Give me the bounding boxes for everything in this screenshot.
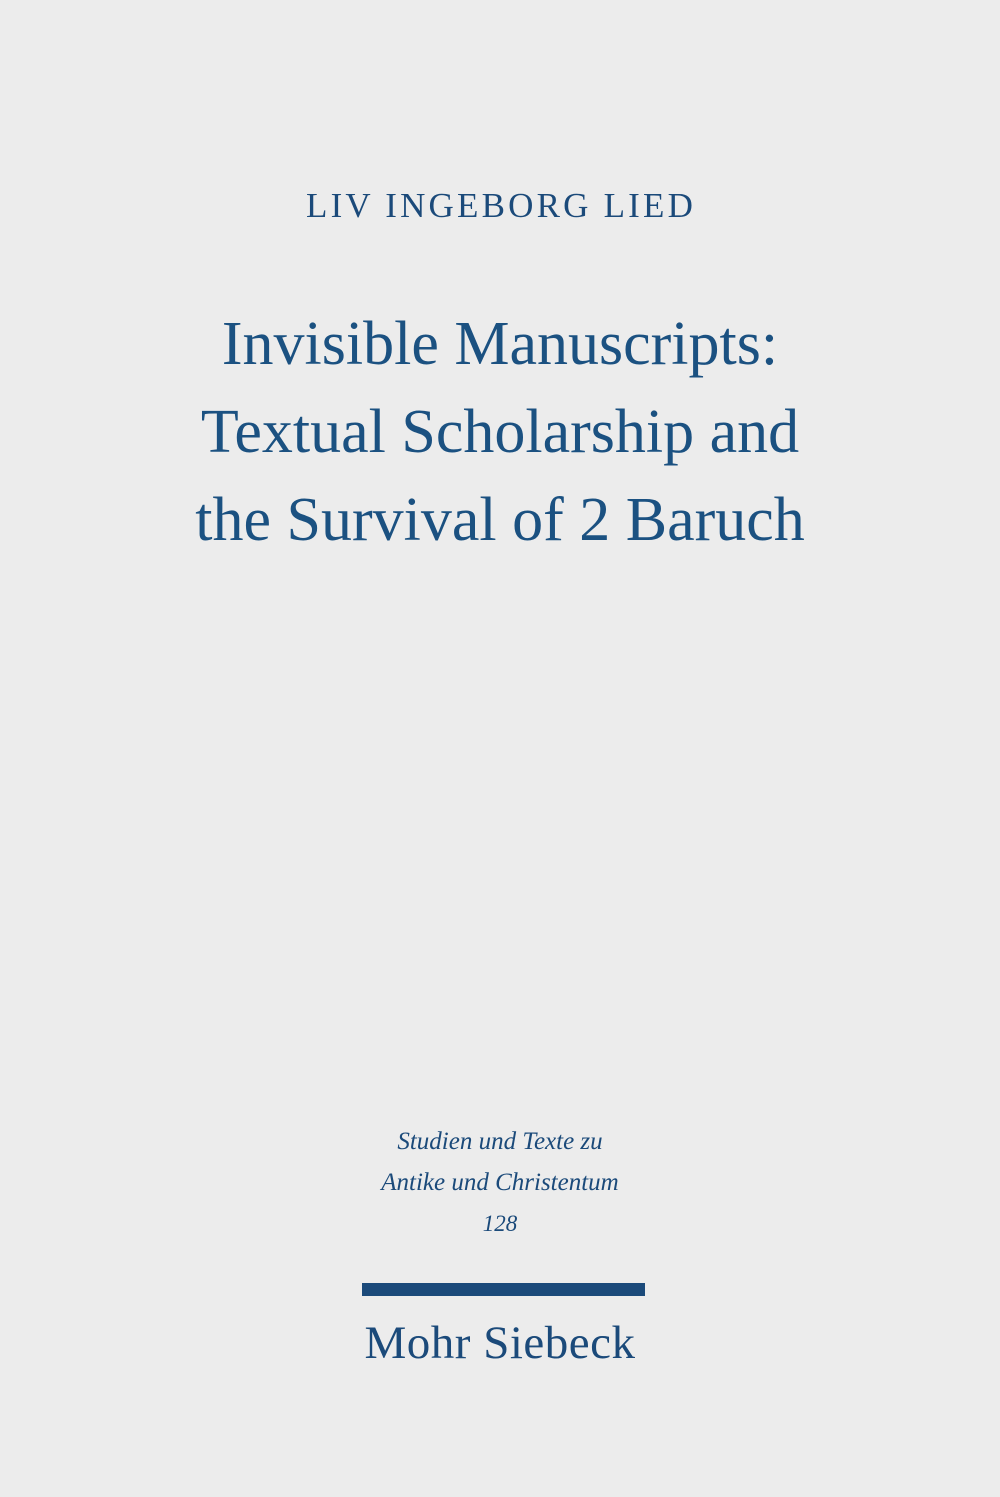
book-title-line-3: the Survival of 2 Baruch [195, 486, 805, 555]
book-title-line-2: Textual Scholarship and [200, 398, 800, 467]
series-line-1: Studien und Texte zu [397, 1128, 603, 1155]
series-number: 128 [482, 1211, 518, 1236]
author-name: LIV INGEBORG LIED [306, 186, 697, 225]
series-info [0, 1122, 1000, 1242]
publisher-name: Mohr Siebeck [364, 1317, 636, 1369]
book-title [100, 300, 900, 564]
series-line-2: Antike und Christentum [381, 1168, 619, 1196]
divider-rule [362, 1283, 645, 1296]
book-title-line-1: Invisible Manuscripts: [221, 310, 779, 378]
